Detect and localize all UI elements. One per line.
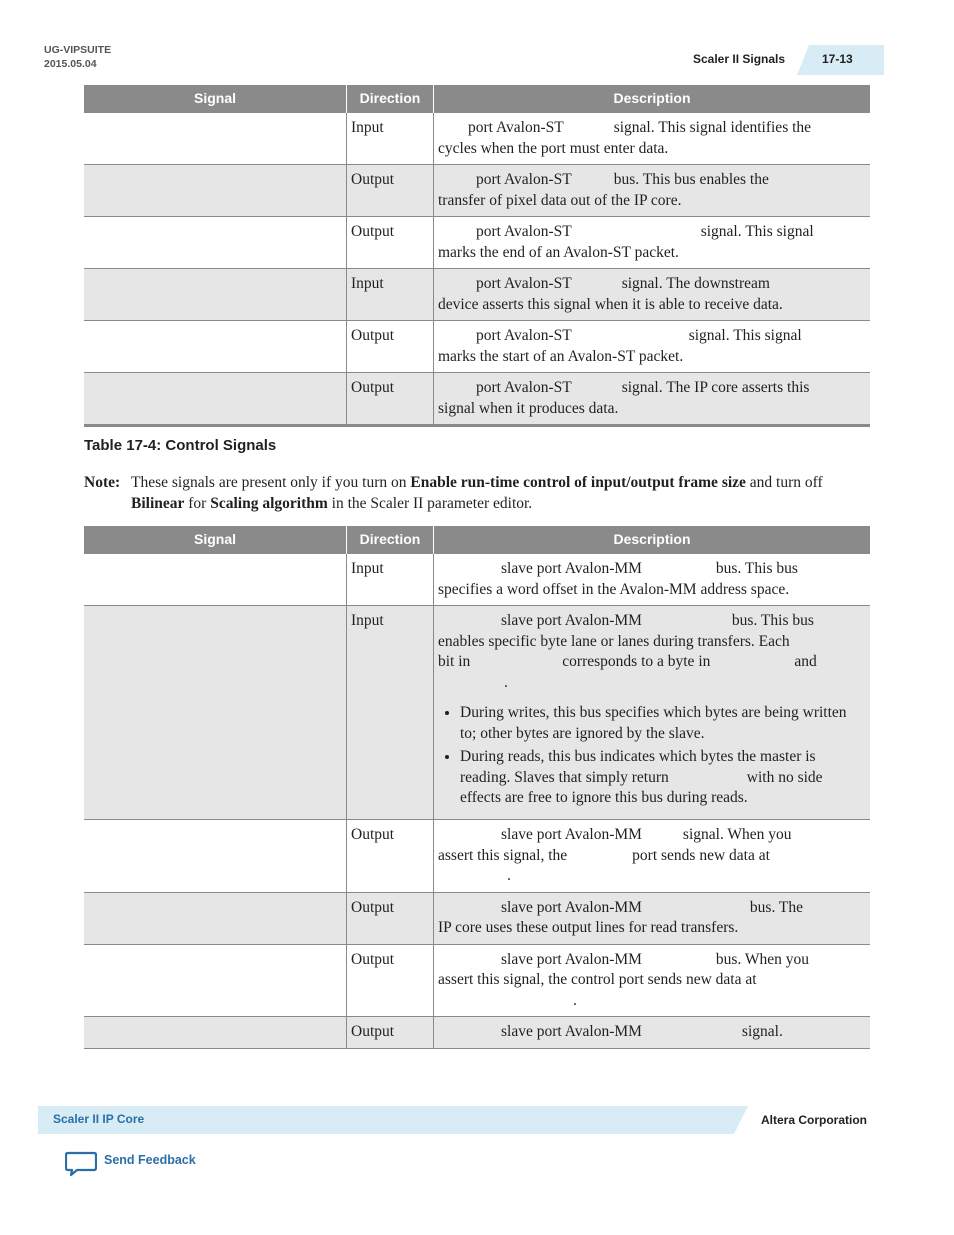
signal-cell xyxy=(84,820,347,893)
desc-text: slave port Avalon-MM xyxy=(501,950,642,968)
table-row xyxy=(84,554,870,606)
doc-date: 2015.05.04 xyxy=(44,58,97,70)
direction-cell: Input xyxy=(347,113,434,165)
signal-cell xyxy=(84,269,347,321)
desc-text: transfer of pixel data out of the IP core. xyxy=(438,191,682,209)
desc-text: bit in xyxy=(438,653,471,670)
note-label: Note: xyxy=(84,474,121,491)
desc-text: bus. The xyxy=(749,898,804,916)
table-row xyxy=(84,321,870,373)
col-signal-header: Signal xyxy=(84,526,347,554)
desc-text: . xyxy=(507,867,511,884)
description-cell xyxy=(434,944,871,1017)
note-bold-option: Scaling algorithm xyxy=(210,495,328,512)
note-bold-option: Enable run-time control of input/output frame size xyxy=(410,474,746,491)
desc-text: slave port Avalon-MM xyxy=(501,560,642,577)
direction-cell: Output xyxy=(347,820,434,893)
col-description-header: Description xyxy=(434,526,871,554)
description-cell xyxy=(434,554,871,606)
desc-text: bus. This bus xyxy=(715,560,798,577)
description-cell xyxy=(434,113,871,165)
note-text xyxy=(131,472,870,514)
signal-cell xyxy=(84,554,347,606)
desc-text: slave port Avalon-MM xyxy=(501,1023,642,1040)
table-row xyxy=(84,892,870,944)
desc-text: and xyxy=(794,653,817,670)
desc-text: signal. This signal identifies the xyxy=(613,119,812,136)
desc-text: signal. The IP core asserts this xyxy=(621,379,810,396)
description-cell xyxy=(434,165,871,217)
desc-text: signal. xyxy=(741,1023,783,1040)
direction-cell: Input xyxy=(347,606,434,820)
desc-text: device asserts this signal when it is able to receive data. xyxy=(438,295,783,313)
table-row xyxy=(84,165,870,217)
note-text-part: These signals are present only if you turn on xyxy=(131,474,411,491)
note-text-part: in the Scaler II parameter editor. xyxy=(327,495,533,512)
description-cell xyxy=(434,321,871,373)
description-cell xyxy=(434,217,871,269)
table-row xyxy=(84,269,870,321)
desc-text: with no side effects are free to ignore this bus during reads. xyxy=(460,768,823,806)
doc-id-block xyxy=(44,43,111,71)
desc-text: bus. This bus enables the xyxy=(613,171,769,188)
doc-id: UG-VIPSUITE xyxy=(44,44,112,56)
desc-text: slave port Avalon-MM xyxy=(501,826,642,843)
table-row xyxy=(84,217,870,269)
footer-chapter-title: Scaler II IP Core xyxy=(53,1112,145,1126)
desc-text: signal. This signal xyxy=(700,223,814,240)
description-cell xyxy=(434,892,871,944)
description-cell xyxy=(434,373,871,426)
signal-cell xyxy=(84,373,347,426)
note-text-part: and turn off xyxy=(745,474,823,491)
desc-text: IP core uses these output lines for read transfers. xyxy=(438,919,739,936)
col-signal-header: Signal xyxy=(84,85,347,113)
direction-cell: Output xyxy=(347,165,434,217)
desc-text: port Avalon-ST xyxy=(476,327,572,344)
table-header-row xyxy=(84,526,870,554)
note-bold-option: Bilinear xyxy=(131,495,185,512)
direction-cell: Output xyxy=(347,1017,434,1049)
note-text-part: for xyxy=(184,495,211,512)
desc-text: corresponds to a byte in xyxy=(562,653,711,670)
desc-text: . xyxy=(504,673,508,691)
desc-text: signal when it produces data. xyxy=(438,399,619,417)
desc-text: During reads, this bus indicates which bytes the master is reading. Slaves that simply return xyxy=(460,748,816,786)
desc-text: signal. The downstream xyxy=(621,275,770,292)
desc-text: port Avalon-ST xyxy=(476,171,572,188)
byteenable-bullet-list xyxy=(438,703,866,809)
desc-text: marks the end of an Avalon-ST packet. xyxy=(438,243,679,261)
signal-cell xyxy=(84,113,347,165)
table-row xyxy=(84,944,870,1017)
desc-text: marks the start of an Avalon-ST packet. xyxy=(438,347,684,365)
signal-cell xyxy=(84,606,347,820)
desc-text: enables specific byte lane or lanes during transfers. Each xyxy=(438,632,790,650)
speech-bubble-icon[interactable] xyxy=(65,1151,97,1177)
col-description-header: Description xyxy=(434,85,871,113)
col-direction-header: Direction xyxy=(347,526,434,554)
signal-cell xyxy=(84,165,347,217)
desc-text: bus. This bus xyxy=(731,612,814,629)
direction-cell: Input xyxy=(347,554,434,606)
description-cell xyxy=(434,606,871,820)
desc-text: signal. When you xyxy=(682,826,792,843)
send-feedback-link[interactable]: Send Feedback xyxy=(104,1153,196,1167)
desc-text: signal. This signal xyxy=(688,327,802,344)
table-caption: Table 17-4: Control Signals xyxy=(84,437,277,454)
desc-text: . xyxy=(573,991,577,1009)
note xyxy=(84,472,870,514)
page-number: 17-13 xyxy=(822,52,853,66)
direction-cell: Output xyxy=(347,944,434,1017)
table-row xyxy=(84,1017,870,1049)
direction-cell: Input xyxy=(347,269,434,321)
col-direction-header: Direction xyxy=(347,85,434,113)
desc-text: port Avalon-ST xyxy=(476,379,572,396)
desc-text: port Avalon-ST xyxy=(476,275,572,292)
list-item xyxy=(460,747,866,809)
signal-cell xyxy=(84,217,347,269)
direction-cell: Output xyxy=(347,373,434,426)
list-item: • During writes, this bus specifies which bytes are being written to; other bytes are ignored by the slave. xyxy=(460,703,866,744)
signals-table-continued xyxy=(84,85,870,427)
desc-text: cycles when the port must enter data. xyxy=(438,139,669,157)
control-signals-table xyxy=(84,526,870,1049)
desc-text: bus. When you xyxy=(715,950,810,968)
signal-cell xyxy=(84,321,347,373)
section-title: Scaler II Signals xyxy=(693,52,786,66)
signal-cell xyxy=(84,892,347,944)
desc-text: assert this signal, the xyxy=(438,846,568,864)
description-cell xyxy=(434,269,871,321)
signal-cell xyxy=(84,944,347,1017)
desc-text: specifies a word offset in the Avalon-MM address space. xyxy=(438,580,790,598)
footer-company: Altera Corporation xyxy=(761,1113,868,1127)
desc-text: slave port Avalon-MM xyxy=(501,612,642,629)
desc-text: port Avalon-ST xyxy=(468,119,564,136)
direction-cell: Output xyxy=(347,892,434,944)
signal-cell xyxy=(84,1017,347,1049)
direction-cell: Output xyxy=(347,217,434,269)
desc-text: port Avalon-ST xyxy=(476,223,572,240)
direction-cell: Output xyxy=(347,321,434,373)
description-cell xyxy=(434,1017,871,1049)
table-header-row xyxy=(84,85,870,113)
table-row xyxy=(84,606,870,820)
table-row xyxy=(84,113,870,165)
table-row xyxy=(84,820,870,893)
desc-text: assert this signal, the control port sends new data at xyxy=(438,971,757,988)
desc-text: port sends new data at xyxy=(632,846,770,864)
footer-bar xyxy=(38,1106,748,1134)
description-cell xyxy=(434,820,871,893)
table-row xyxy=(84,373,870,426)
desc-text: slave port Avalon-MM xyxy=(501,898,642,916)
